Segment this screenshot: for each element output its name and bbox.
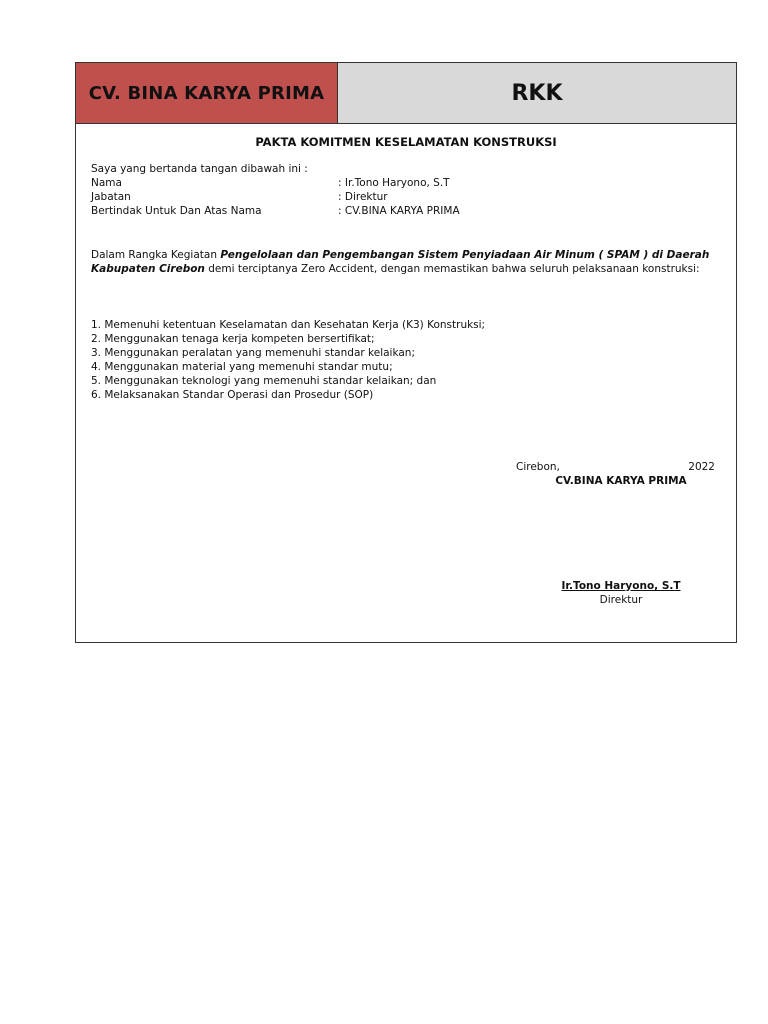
- list-item: 5. Menggunakan teknologi yang memenuhi standar kelaikan; dan: [91, 375, 437, 387]
- signatory-position: Direktur: [599, 594, 643, 606]
- document-code-cell: RKK: [338, 63, 736, 123]
- list-item: 3. Menggunakan peralatan yang memenuhi standar kelaikan;: [91, 347, 415, 359]
- document-title: PAKTA KOMITMEN KESELAMATAN KONSTRUKSI: [255, 135, 557, 149]
- project-name: Pengelolaan dan Pengembangan Sistem Penyiadaan Air Minum ( SPAM ) di Daerah Kabupaten Cirebon: [91, 249, 710, 275]
- signature-place: Cirebon,: [516, 461, 560, 473]
- field-value: : Ir.Tono Haryono, S.T: [338, 177, 450, 189]
- list-item: 2. Menggunakan tenaga kerja kompeten bersertifikat;: [91, 333, 375, 345]
- field-label: Nama: [91, 177, 122, 189]
- signature-company: CV.BINA KARYA PRIMA: [555, 475, 687, 487]
- paragraph-lead: Dalam Rangka Kegiatan: [91, 249, 221, 261]
- field-value: : CV.BINA KARYA PRIMA: [338, 205, 460, 217]
- signature-year: 2022: [688, 461, 715, 473]
- commitment-paragraph: [91, 248, 721, 276]
- field-label: Bertindak Untuk Dan Atas Nama: [91, 205, 262, 217]
- signatory-name: Ir.Tono Haryono, S.T: [561, 580, 681, 592]
- document-frame: [75, 62, 737, 643]
- list-item: 1. Memenuhi ketentuan Keselamatan dan Kesehatan Kerja (K3) Konstruksi;: [91, 319, 486, 331]
- document-header: [76, 63, 736, 124]
- company-name-cell: CV. BINA KARYA PRIMA: [76, 63, 338, 123]
- list-item: 4. Menggunakan material yang memenuhi standar mutu;: [91, 361, 393, 373]
- paragraph-tail: demi terciptanya Zero Accident, dengan memastikan bahwa seluruh pelaksanaan konstruksi:: [204, 263, 700, 275]
- intro-text: Saya yang bertanda tangan dibawah ini :: [91, 163, 308, 175]
- field-value: : Direktur: [338, 191, 388, 203]
- field-label: Jabatan: [91, 191, 131, 203]
- commitment-list: [91, 318, 485, 402]
- list-item: 6. Melaksanakan Standar Operasi dan Prosedur (SOP): [91, 389, 374, 401]
